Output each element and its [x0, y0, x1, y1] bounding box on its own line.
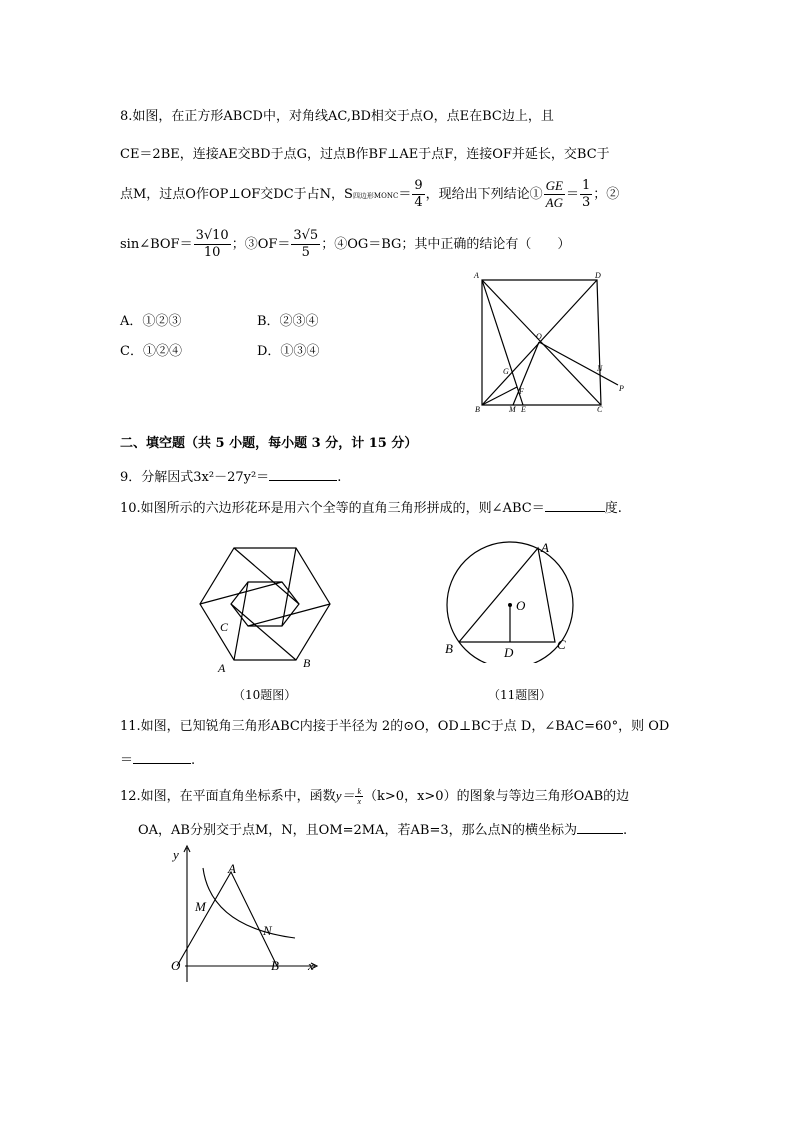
q8-line-2: CE＝2BE，连接AE交BD于点G，过点B作BF⊥AE于点F，连接OF并延长，交BC于	[120, 147, 610, 162]
hyperbola-curve	[203, 868, 295, 938]
q12-line-1: 12.如图，在平面直角坐标系中，函数y＝ $\frac{k}{x}$ （k>0，x>0）的图象与等边三角形OAB的边	[120, 787, 630, 806]
q10-line: 10.如图所示的六边形花环是用六个全等的直角三角形拼成的，则∠ABC＝ 度.	[120, 498, 622, 518]
hex-label-a: A	[218, 661, 226, 675]
label-a: A	[474, 271, 479, 280]
section-title: 二、填空题（共 5 小题，每小题 3 分，计 15 分）	[120, 436, 418, 451]
triangle-abc	[459, 548, 555, 642]
q9-line: 9．分解因式3x²－27y²＝ .	[120, 467, 341, 487]
option-c: C．①②④	[120, 344, 182, 359]
fig12-label-o: O	[171, 958, 181, 973]
label-c: C	[597, 405, 603, 414]
frac-ge-ag: $\frac{GE}{AG}$	[545, 178, 563, 210]
q10-hexagon-figure	[190, 540, 340, 680]
fig12-label-b: B	[271, 958, 279, 973]
fig12-label-a: A	[228, 861, 236, 876]
frac-3sqrt5-5: $\frac{3√5}{5}$	[293, 228, 319, 260]
q10-answer-blank[interactable]	[545, 498, 605, 512]
label-p: P	[619, 384, 624, 393]
q8-line-3b: ，现给出下列结论①	[425, 187, 543, 202]
label-o: O	[536, 332, 542, 341]
q12-coordinate-figure	[165, 842, 330, 982]
frac-1-3: $\frac{1}{3}$	[582, 178, 591, 210]
frac-9-4: $\frac{9}{4}$	[414, 178, 423, 210]
segment-om	[513, 342, 539, 405]
option-a: A．①②③	[120, 314, 182, 329]
segment-bf	[482, 387, 517, 405]
fig12-label-m: M	[195, 899, 206, 914]
triangle-oab	[177, 872, 277, 966]
label-e: E	[521, 405, 526, 414]
circle-label-d: D	[504, 645, 514, 660]
label-b: B	[475, 405, 480, 414]
hex-label-b: B	[303, 656, 311, 670]
q8-square-figure	[470, 270, 640, 420]
q8-line-1: 8.如图，在正方形ABCD中，对角线AC,BD相交于点O，点E在BC边上，且	[120, 109, 554, 124]
q12-line-2: OA，AB分别交于点M，N，且OM=2MA，若AB=3，那么点N的横坐标为 .	[138, 820, 627, 840]
label-f: F	[519, 387, 524, 396]
label-m: M	[509, 405, 516, 414]
q11-answer-blank[interactable]	[133, 750, 191, 764]
q11-line-2: ＝ .	[120, 750, 195, 770]
frac-k-x: $\frac{k}{x}$	[357, 787, 362, 806]
segment-ae	[482, 280, 523, 405]
fig12-label-n: N	[263, 923, 272, 938]
circle-label-b: B	[445, 641, 453, 656]
circle-label-c: C	[557, 637, 566, 652]
label-g: G	[503, 367, 509, 376]
q11-circle-figure	[435, 533, 595, 663]
frac-3sqrt10-10: $\frac{3√10}{10}$	[195, 228, 229, 260]
option-b: B．②③④	[257, 314, 319, 329]
axis-label-x: x	[308, 958, 314, 973]
hex-label-c: C	[220, 620, 229, 634]
label-d: D	[595, 271, 601, 280]
q12-answer-blank[interactable]	[577, 820, 623, 834]
hexagon-outer	[200, 548, 330, 660]
circle-label-o: O	[516, 598, 526, 613]
axis-label-y: y	[173, 847, 179, 862]
q11-line-1: 11.如图，已知锐角三角形ABC内接于半径为 2的⊙O，OD⊥BC于点 D，∠BAC=60°，则 OD	[120, 719, 670, 734]
q8-line-3: 点M，过点O作OP⊥OF交DC于占N，S四边形MONC＝ $\frac{9}{4}$ ，现给出下列结论① $\frac{GE}{AG}$ ＝ $\frac{1}{3}$ ；②	[120, 178, 620, 210]
area-label: S四边形MONC	[344, 187, 399, 202]
fig10-caption: （10题图）	[233, 688, 297, 702]
q8-line-3a: 点M，过点O作OP⊥OF交DC于占N，	[120, 187, 345, 202]
q8-line-4: sin∠BOF＝ $\frac{3√10}{10}$ ；③OF＝ $\frac{3√5}{5}$ ；④OG＝BG；其中正确的结论有（ ）	[120, 228, 571, 260]
label-n: N	[597, 364, 603, 373]
option-d: D．①③④	[257, 344, 320, 359]
q9-answer-blank[interactable]	[269, 467, 337, 481]
fig11-caption: （11题图）	[488, 688, 552, 702]
segment-op	[539, 342, 618, 385]
circle-label-a: A	[541, 540, 549, 555]
